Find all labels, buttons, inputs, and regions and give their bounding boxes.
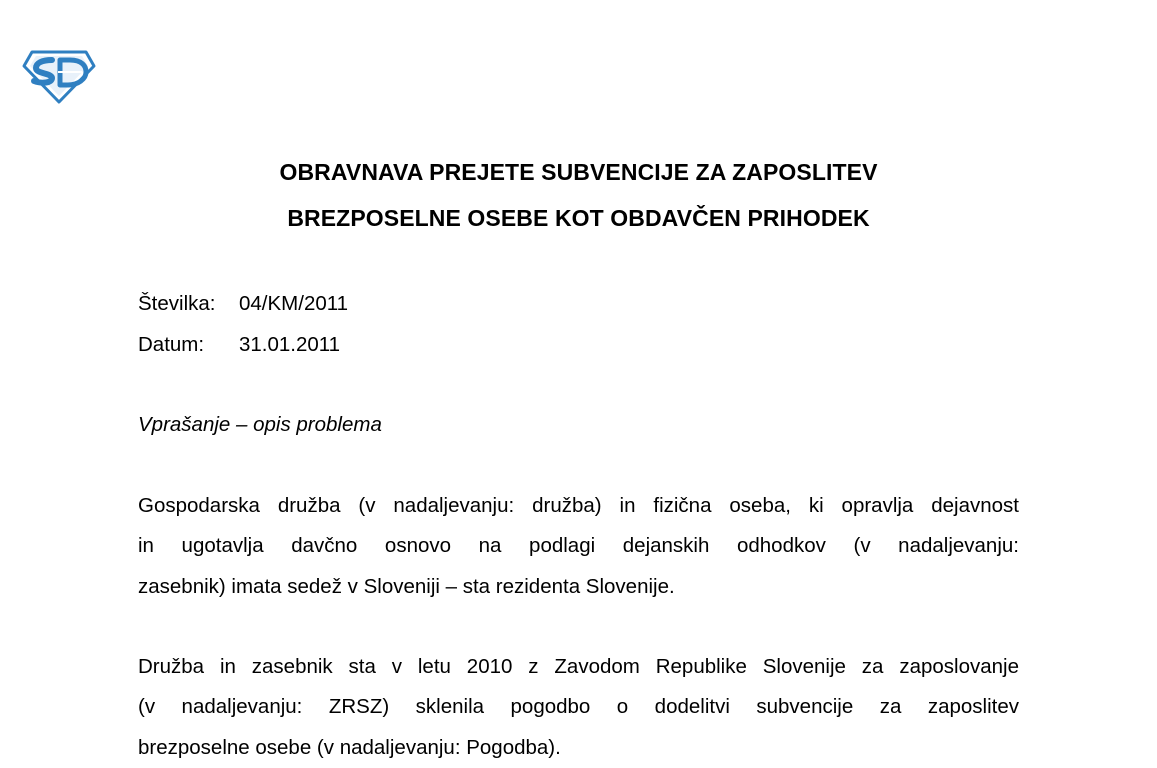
- sd-logo-icon: [22, 48, 96, 104]
- document-number-row: [138, 292, 348, 316]
- paragraph-line: Družba in zasebnik sta v letu 2010 z Zavodom Republike Slovenije za zaposlovanje: [138, 655, 1019, 678]
- body-paragraph: [138, 647, 1019, 768]
- paragraph-line: (v nadaljevanju: ZRSZ) sklenila pogodbo o dodelitvi subvencije za zaposlitev: [138, 695, 1019, 719]
- document-title-line-1: OBRAVNAVA PREJETE SUBVENCIJE ZA ZAPOSLITEV: [279, 159, 878, 185]
- document-date-row: [138, 333, 340, 357]
- paragraph-line: in ugotavlja davčno osnovo na podlagi dejanskih odhodkov (v nadaljevanju:: [138, 534, 1019, 558]
- document-number-label: Številka:: [138, 292, 216, 315]
- body-paragraph: [138, 486, 1019, 607]
- document-date-value: 31.01.2011: [239, 333, 341, 356]
- document-date-label: Datum:: [138, 333, 205, 356]
- document-number-value: 04/KM/2011: [239, 292, 349, 315]
- paragraph-line: zasebnik) imata sedež v Sloveniji – sta rezidenta Slovenije.: [138, 574, 675, 598]
- paragraph-line: Gospodarska družba (v nadaljevanju: družba) in fizična oseba, ki opravlja dejavnost: [138, 494, 1019, 517]
- paragraph-line: brezposelne osebe (v nadaljevanju: Pogodba).: [138, 735, 561, 759]
- document-title-line-2: BREZPOSELNE OSEBE KOT OBDAVČEN PRIHODEK: [287, 205, 870, 231]
- section-heading: Vprašanje – opis problema: [138, 413, 382, 436]
